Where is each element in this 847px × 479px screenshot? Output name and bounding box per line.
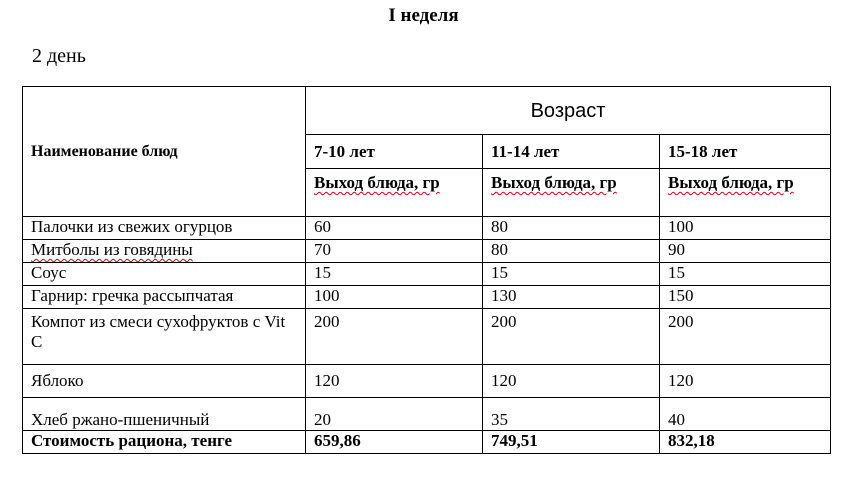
table-header-row [23,87,831,135]
dish-value: 35 [483,398,660,431]
dish-value: 150 [660,286,831,309]
age-group-15-18: 15-18 лет [660,135,831,169]
table-row [23,365,831,398]
dish-value: 120 [660,365,831,398]
dish-value: 70 [306,240,483,263]
table-row [23,286,831,309]
dish-value: 80 [483,240,660,263]
dish-value: 40 [660,398,831,431]
menu-table [22,86,831,454]
dish-value: 200 [660,309,831,365]
dish-name [23,240,306,263]
yield-label-cell [306,169,483,217]
table-row [23,240,831,263]
total-value: 659,86 [306,431,483,454]
dish-value: 100 [306,286,483,309]
day-title: 2 день [32,45,86,67]
table-row [23,309,831,365]
table-row [23,398,831,431]
dish-value: 130 [483,286,660,309]
dish-value: 100 [660,217,831,240]
week-title: I неделя [388,5,459,26]
dish-value: 120 [483,365,660,398]
table-row [23,217,831,240]
table-row [23,263,831,286]
age-group-7-10: 7-10 лет [306,135,483,169]
dish-value: 15 [483,263,660,286]
yield-label-cell [483,169,660,217]
yield-label-cell [660,169,831,217]
dish-value: 80 [483,217,660,240]
dish-name: Палочки из свежих огурцов [23,217,306,240]
dish-value: 200 [483,309,660,365]
dish-name: Гарнир: гречка рассыпчатая [23,286,306,309]
dish-name: Компот из смеси сухофруктов с Vit C [23,309,306,365]
dish-name: Соус [23,263,306,286]
total-label: Стоимость рациона, тенге [23,431,306,454]
total-value: 832,18 [660,431,831,454]
yield-label: Выход блюда, гр [491,173,617,192]
dish-name-text: Митболы из говядины [31,240,193,259]
dish-value: 200 [306,309,483,365]
age-group-11-14: 11-14 лет [483,135,660,169]
total-row [23,431,831,454]
name-column-header: Наименование блюд [23,87,306,217]
dish-value: 90 [660,240,831,263]
dish-value: 60 [306,217,483,240]
dish-value: 20 [306,398,483,431]
dish-value: 120 [306,365,483,398]
yield-label: Выход блюда, гр [668,173,794,192]
age-header: Возраст [306,87,831,135]
dish-value: 15 [660,263,831,286]
dish-name: Яблоко [23,365,306,398]
yield-label: Выход блюда, гр [314,173,440,192]
dish-value: 15 [306,263,483,286]
dish-name: Хлеб ржано-пшеничный [23,398,306,431]
total-value: 749,51 [483,431,660,454]
